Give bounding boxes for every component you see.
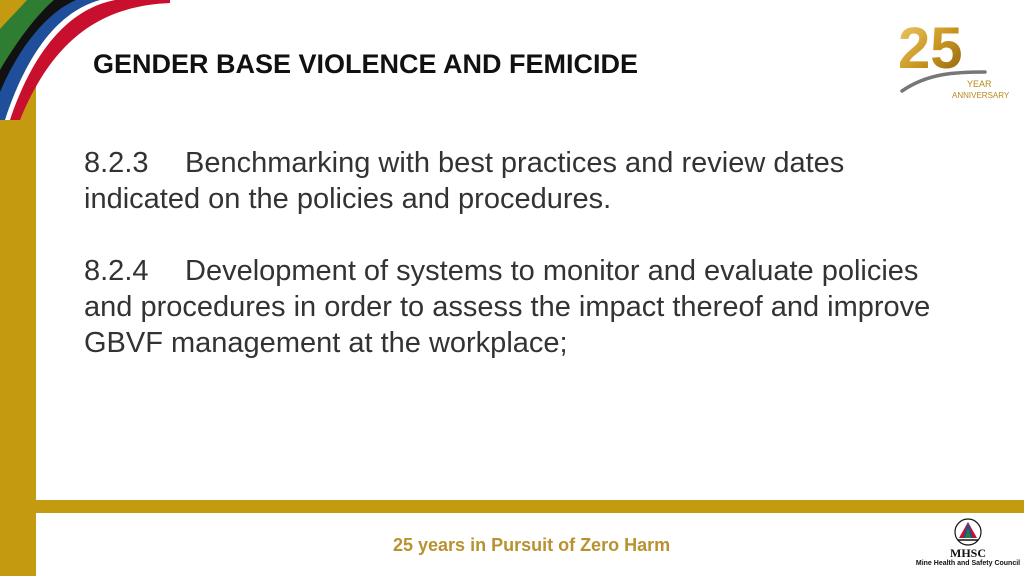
paragraph-number: 8.2.4	[84, 255, 149, 287]
anniversary-number: 25	[898, 16, 963, 81]
mhsc-logo	[914, 517, 1022, 573]
anniversary-label: ANNIVERSARY	[952, 91, 1010, 100]
anniversary-logo	[893, 10, 1015, 103]
paragraph-824	[84, 253, 954, 361]
slide-title: GENDER BASE VIOLENCE AND FEMICIDE	[93, 49, 639, 79]
mhsc-abbreviation: MHSC	[950, 546, 986, 560]
mhsc-full-name: Mine Health and Safety Council	[915, 560, 1021, 567]
mhsc-emblem-icon	[953, 517, 983, 547]
paragraph-text: Development of systems to monitor and evaluate policies and procedures in order to assess the impact thereof and improve GBVF management at the workplace;	[84, 255, 931, 359]
anniversary-year-label: YEAR	[967, 79, 992, 89]
paragraph-823	[84, 145, 954, 217]
footer-tagline: 25 years in Pursuit of Zero Harm	[393, 535, 671, 555]
paragraph-text: Benchmarking with best practices and review dates indicated on the policies and procedures.	[84, 147, 845, 215]
bottom-gold-band	[0, 500, 1024, 513]
paragraph-number: 8.2.3	[84, 147, 149, 179]
